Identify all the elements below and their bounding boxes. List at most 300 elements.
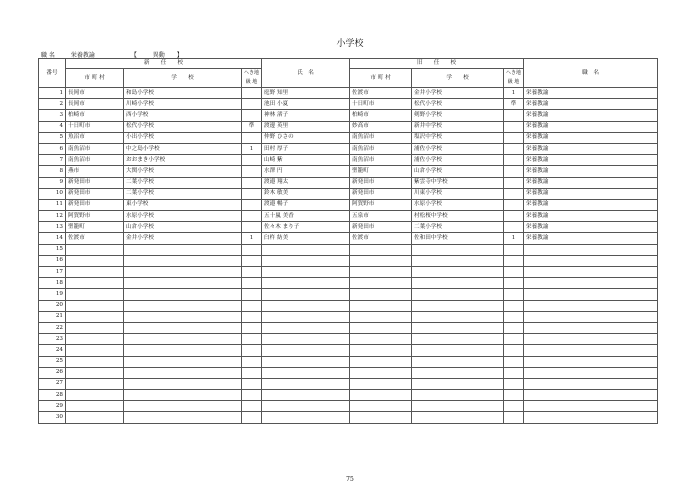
old-school-cell — [412, 278, 504, 289]
row-number: 17 — [39, 267, 66, 278]
old-school-cell: 紫雲寺中学校 — [412, 177, 504, 188]
old-school-cell — [412, 390, 504, 401]
new-school-cell — [124, 401, 242, 412]
name-cell: 渡邉 翔太 — [262, 177, 350, 188]
new-hekichi-cell — [242, 177, 262, 188]
new-hekichi-cell — [242, 255, 262, 266]
table-row — [39, 255, 658, 266]
new-city-cell: 聖籠町 — [66, 222, 124, 233]
new-city-cell: 南魚沼市 — [66, 155, 124, 166]
new-city-cell: 魚沼市 — [66, 132, 124, 143]
name-cell — [262, 356, 350, 367]
old-school-cell: 山倉小学校 — [412, 166, 504, 177]
position-cell — [524, 412, 658, 423]
name-cell: 神林 渚子 — [262, 110, 350, 121]
category-label: 異動 — [152, 52, 165, 59]
new-school-cell — [124, 278, 242, 289]
new-school-cell — [124, 334, 242, 345]
old-school-cell — [412, 289, 504, 300]
position-cell: 栄養教諭 — [524, 222, 658, 233]
old-city-cell: 五泉市 — [350, 211, 412, 222]
new-school-cell — [124, 390, 242, 401]
old-city-cell — [350, 311, 412, 322]
new-hekichi-cell — [242, 199, 262, 210]
name-cell — [262, 401, 350, 412]
old-school-cell: 佐和田中学校 — [412, 233, 504, 244]
old-city-cell: 十日町市 — [350, 99, 412, 110]
old-city-cell — [350, 356, 412, 367]
old-city-cell: 柏崎市 — [350, 110, 412, 121]
row-number: 8 — [39, 166, 66, 177]
header-number: 番号 — [39, 59, 66, 88]
position-cell — [524, 401, 658, 412]
old-city-cell: 新発田市 — [350, 177, 412, 188]
new-school-cell: 川崎小学校 — [124, 99, 242, 110]
old-school-cell — [412, 345, 504, 356]
old-school-cell — [412, 267, 504, 278]
old-school-cell: 村松桜中学校 — [412, 211, 504, 222]
old-school-cell — [412, 300, 504, 311]
new-city-cell — [66, 367, 124, 378]
old-hekichi-cell — [504, 390, 524, 401]
table-row — [39, 390, 658, 401]
table-row — [39, 267, 658, 278]
old-city-cell — [350, 255, 412, 266]
old-school-cell — [412, 401, 504, 412]
position-cell — [524, 289, 658, 300]
old-hekichi-cell — [504, 378, 524, 389]
row-number: 22 — [39, 322, 66, 333]
new-school-cell: 東小学校 — [124, 199, 242, 210]
new-school-cell — [124, 244, 242, 255]
old-school-cell: 塩沢中学校 — [412, 132, 504, 143]
old-school-cell — [412, 412, 504, 423]
new-school-cell — [124, 300, 242, 311]
old-hekichi-cell — [504, 278, 524, 289]
name-cell: 臼杵 紡美 — [262, 233, 350, 244]
old-school-cell: 浦佐小学校 — [412, 143, 504, 154]
old-city-cell: 新発田市 — [350, 222, 412, 233]
new-hekichi-cell — [242, 278, 262, 289]
row-number: 27 — [39, 378, 66, 389]
header-old-school: 学 校 — [412, 69, 504, 88]
new-city-cell: 新発田市 — [66, 199, 124, 210]
table-row — [39, 367, 658, 378]
old-hekichi-cell — [504, 110, 524, 121]
new-hekichi-cell — [242, 311, 262, 322]
position-cell — [524, 367, 658, 378]
name-cell — [262, 412, 350, 423]
old-hekichi-cell — [504, 255, 524, 266]
transfer-table — [38, 58, 658, 424]
name-cell — [262, 311, 350, 322]
old-hekichi-cell — [504, 143, 524, 154]
header-new-hekichi: へき地 級 地 — [242, 69, 262, 88]
position-cell — [524, 255, 658, 266]
position-cell — [524, 390, 658, 401]
table-row — [39, 188, 658, 199]
row-number: 15 — [39, 244, 66, 255]
new-hekichi-cell — [242, 267, 262, 278]
old-school-cell: 水原小学校 — [412, 199, 504, 210]
new-school-cell: 大関小学校 — [124, 166, 242, 177]
old-city-cell — [350, 322, 412, 333]
new-hekichi-cell — [242, 222, 262, 233]
table-row — [39, 110, 658, 121]
header-new-school: 学 校 — [124, 69, 242, 88]
name-cell: 渡邊 英里 — [262, 121, 350, 132]
row-number: 3 — [39, 110, 66, 121]
name-cell — [262, 300, 350, 311]
new-hekichi-cell — [242, 166, 262, 177]
position-cell: 栄養教諭 — [524, 88, 658, 99]
table-row — [39, 177, 658, 188]
old-city-cell — [350, 345, 412, 356]
new-hekichi-cell — [242, 155, 262, 166]
name-cell: 田村 厚子 — [262, 143, 350, 154]
old-hekichi-cell: 準 — [504, 99, 524, 110]
old-city-cell: 佐渡市 — [350, 233, 412, 244]
new-city-cell — [66, 311, 124, 322]
name-cell: 水澤 円 — [262, 166, 350, 177]
old-hekichi-cell — [504, 211, 524, 222]
old-hekichi-cell — [504, 244, 524, 255]
position-cell — [524, 311, 658, 322]
bracket-open: 【 — [130, 52, 137, 59]
old-city-cell: 南魚沼市 — [350, 155, 412, 166]
old-school-cell: 新井中学校 — [412, 121, 504, 132]
new-city-cell — [66, 345, 124, 356]
row-number: 18 — [39, 278, 66, 289]
new-hekichi-cell — [242, 99, 262, 110]
table-row — [39, 155, 658, 166]
new-hekichi-cell — [242, 211, 262, 222]
name-cell — [262, 278, 350, 289]
table-row — [39, 378, 658, 389]
name-cell — [262, 244, 350, 255]
new-hekichi-cell — [242, 132, 262, 143]
old-hekichi-cell — [504, 199, 524, 210]
old-school-cell: 浦佐小学校 — [412, 155, 504, 166]
old-hekichi-cell — [504, 345, 524, 356]
old-hekichi-cell — [504, 121, 524, 132]
page-number: 75 — [346, 476, 354, 483]
new-hekichi-cell — [242, 110, 262, 121]
old-hekichi-cell — [504, 356, 524, 367]
old-hekichi-cell — [504, 267, 524, 278]
name-cell: 鈴木 敏美 — [262, 188, 350, 199]
old-hekichi-cell — [504, 300, 524, 311]
new-city-cell — [66, 401, 124, 412]
old-school-cell: 松代小学校 — [412, 99, 504, 110]
new-city-cell — [66, 412, 124, 423]
page-title: 小学校 — [336, 39, 364, 49]
name-cell — [262, 289, 350, 300]
table-row — [39, 356, 658, 367]
row-number: 28 — [39, 390, 66, 401]
new-city-cell: 燕市 — [66, 166, 124, 177]
name-cell — [262, 334, 350, 345]
old-hekichi-cell — [504, 132, 524, 143]
table-row — [39, 345, 658, 356]
new-city-cell — [66, 322, 124, 333]
row-number: 16 — [39, 255, 66, 266]
new-school-cell: 中之島小学校 — [124, 143, 242, 154]
old-city-cell: 新発田市 — [350, 188, 412, 199]
row-number: 25 — [39, 356, 66, 367]
new-hekichi-cell: 準 — [242, 121, 262, 132]
new-city-cell — [66, 244, 124, 255]
row-number: 1 — [39, 88, 66, 99]
new-school-cell: 山倉小学校 — [124, 222, 242, 233]
table-row — [39, 412, 658, 423]
row-number: 30 — [39, 412, 66, 423]
name-cell — [262, 267, 350, 278]
table-row — [39, 334, 658, 345]
new-city-cell: 佐渡市 — [66, 233, 124, 244]
old-school-cell — [412, 378, 504, 389]
new-city-cell — [66, 334, 124, 345]
position-cell — [524, 300, 658, 311]
old-school-cell — [412, 322, 504, 333]
position-cell — [524, 322, 658, 333]
old-hekichi-cell — [504, 401, 524, 412]
new-city-cell: 阿賀野市 — [66, 211, 124, 222]
new-hekichi-cell — [242, 289, 262, 300]
old-school-cell: 二葉小学校 — [412, 222, 504, 233]
header-position: 職 名 — [524, 59, 658, 88]
table-row — [39, 289, 658, 300]
shokumei-value: 栄養教諭 — [70, 52, 95, 59]
table-row — [39, 199, 658, 210]
row-number: 12 — [39, 211, 66, 222]
name-cell — [262, 255, 350, 266]
table-row — [39, 99, 658, 110]
new-hekichi-cell — [242, 390, 262, 401]
new-city-cell: 長岡市 — [66, 88, 124, 99]
old-school-cell — [412, 244, 504, 255]
row-number: 7 — [39, 155, 66, 166]
new-city-cell — [66, 378, 124, 389]
header-old-school-group: 旧 任 校 — [350, 59, 524, 69]
new-school-cell — [124, 345, 242, 356]
row-number: 9 — [39, 177, 66, 188]
new-school-cell: おおまき小学校 — [124, 155, 242, 166]
new-hekichi-cell — [242, 412, 262, 423]
new-hekichi-cell: 1 — [242, 143, 262, 154]
name-cell: 庭野 知里 — [262, 88, 350, 99]
table-row — [39, 132, 658, 143]
table-row — [39, 143, 658, 154]
table-row — [39, 166, 658, 177]
row-number: 11 — [39, 199, 66, 210]
new-school-cell — [124, 255, 242, 266]
name-cell — [262, 367, 350, 378]
new-school-cell — [124, 356, 242, 367]
table-row — [39, 311, 658, 322]
shokumei-label: 職 名 — [41, 52, 55, 59]
position-cell — [524, 244, 658, 255]
new-school-cell: 和島小学校 — [124, 88, 242, 99]
table-row — [39, 278, 658, 289]
old-city-cell — [350, 244, 412, 255]
new-school-cell — [124, 322, 242, 333]
old-city-cell: 佐渡市 — [350, 88, 412, 99]
table-row — [39, 222, 658, 233]
old-hekichi-cell — [504, 166, 524, 177]
old-school-cell — [412, 255, 504, 266]
new-school-cell: 金井小学校 — [124, 233, 242, 244]
new-city-cell — [66, 278, 124, 289]
old-hekichi-cell — [504, 155, 524, 166]
old-school-cell: 剣野小学校 — [412, 110, 504, 121]
position-cell: 栄養教諭 — [524, 199, 658, 210]
new-school-cell — [124, 378, 242, 389]
position-cell — [524, 356, 658, 367]
name-cell: 五十嵐 美香 — [262, 211, 350, 222]
position-cell — [524, 278, 658, 289]
row-number: 29 — [39, 401, 66, 412]
new-school-cell: 松代小学校 — [124, 121, 242, 132]
old-hekichi-cell — [504, 334, 524, 345]
header-name: 氏 名 — [262, 59, 350, 88]
position-cell — [524, 378, 658, 389]
old-school-cell: 川東小学校 — [412, 188, 504, 199]
new-city-cell — [66, 255, 124, 266]
position-cell — [524, 267, 658, 278]
old-hekichi-cell — [504, 289, 524, 300]
position-cell: 栄養教諭 — [524, 132, 658, 143]
new-hekichi-cell — [242, 378, 262, 389]
position-cell: 栄養教諭 — [524, 121, 658, 132]
new-hekichi-cell — [242, 334, 262, 345]
table-row — [39, 121, 658, 132]
position-cell: 栄養教諭 — [524, 110, 658, 121]
bracket-close: 】 — [176, 52, 183, 59]
row-number: 10 — [39, 188, 66, 199]
old-city-cell — [350, 412, 412, 423]
header-old-city: 市 町 村 — [350, 69, 412, 88]
old-city-cell: 南魚沼市 — [350, 143, 412, 154]
new-city-cell — [66, 289, 124, 300]
old-school-cell — [412, 356, 504, 367]
new-school-cell: 西小学校 — [124, 110, 242, 121]
new-school-cell — [124, 311, 242, 322]
old-city-cell — [350, 300, 412, 311]
old-city-cell — [350, 267, 412, 278]
header-new-city: 市 町 村 — [66, 69, 124, 88]
old-school-cell — [412, 367, 504, 378]
table-row — [39, 300, 658, 311]
new-school-cell — [124, 367, 242, 378]
name-cell: 池田 小夏 — [262, 99, 350, 110]
old-city-cell — [350, 378, 412, 389]
old-school-cell — [412, 311, 504, 322]
row-number: 14 — [39, 233, 66, 244]
old-hekichi-cell: 1 — [504, 88, 524, 99]
name-cell: 渡邉 暢子 — [262, 199, 350, 210]
old-hekichi-cell — [504, 412, 524, 423]
new-hekichi-cell — [242, 367, 262, 378]
position-cell: 栄養教諭 — [524, 155, 658, 166]
new-hekichi-cell — [242, 88, 262, 99]
old-school-cell: 金井小学校 — [412, 88, 504, 99]
header-new-school-group: 新 任 校 — [66, 59, 262, 69]
row-number: 20 — [39, 300, 66, 311]
header-old-hekichi: へき地 級 地 — [504, 69, 524, 88]
position-cell: 栄養教諭 — [524, 233, 658, 244]
table-row — [39, 322, 658, 333]
old-hekichi-cell — [504, 222, 524, 233]
position-cell: 栄養教諭 — [524, 177, 658, 188]
position-cell: 栄養教諭 — [524, 143, 658, 154]
old-city-cell — [350, 367, 412, 378]
new-city-cell — [66, 300, 124, 311]
name-cell — [262, 322, 350, 333]
table-row — [39, 88, 658, 99]
old-hekichi-cell — [504, 367, 524, 378]
new-school-cell: 水原小学校 — [124, 211, 242, 222]
position-cell: 栄養教諭 — [524, 99, 658, 110]
new-hekichi-cell — [242, 322, 262, 333]
name-cell: 仲野 ひさの — [262, 132, 350, 143]
new-hekichi-cell — [242, 356, 262, 367]
new-city-cell — [66, 390, 124, 401]
new-hekichi-cell — [242, 345, 262, 356]
name-cell — [262, 345, 350, 356]
new-city-cell — [66, 356, 124, 367]
name-cell: 佐々木 まり子 — [262, 222, 350, 233]
row-number: 13 — [39, 222, 66, 233]
row-number: 21 — [39, 311, 66, 322]
row-number: 26 — [39, 367, 66, 378]
row-number: 24 — [39, 345, 66, 356]
new-school-cell: 小出小学校 — [124, 132, 242, 143]
position-cell — [524, 345, 658, 356]
old-hekichi-cell — [504, 177, 524, 188]
old-city-cell — [350, 289, 412, 300]
old-hekichi-cell — [504, 322, 524, 333]
new-school-cell: 二葉小学校 — [124, 177, 242, 188]
new-hekichi-cell: 1 — [242, 233, 262, 244]
new-city-cell: 新発田市 — [66, 188, 124, 199]
new-school-cell — [124, 267, 242, 278]
new-city-cell: 南魚沼市 — [66, 143, 124, 154]
row-number: 6 — [39, 143, 66, 154]
new-school-cell — [124, 289, 242, 300]
row-number: 5 — [39, 132, 66, 143]
old-city-cell: 南魚沼市 — [350, 132, 412, 143]
old-city-cell: 妙高市 — [350, 121, 412, 132]
table-row — [39, 401, 658, 412]
name-cell — [262, 378, 350, 389]
row-number: 19 — [39, 289, 66, 300]
table-row — [39, 244, 658, 255]
position-cell — [524, 334, 658, 345]
old-city-cell: 聖籠町 — [350, 166, 412, 177]
table-row — [39, 233, 658, 244]
new-school-cell — [124, 412, 242, 423]
row-number: 23 — [39, 334, 66, 345]
old-school-cell — [412, 334, 504, 345]
new-hekichi-cell — [242, 300, 262, 311]
old-hekichi-cell — [504, 311, 524, 322]
name-cell: 山崎 紫 — [262, 155, 350, 166]
old-city-cell — [350, 278, 412, 289]
old-hekichi-cell: 1 — [504, 233, 524, 244]
table-row — [39, 211, 658, 222]
old-city-cell: 阿賀野市 — [350, 199, 412, 210]
